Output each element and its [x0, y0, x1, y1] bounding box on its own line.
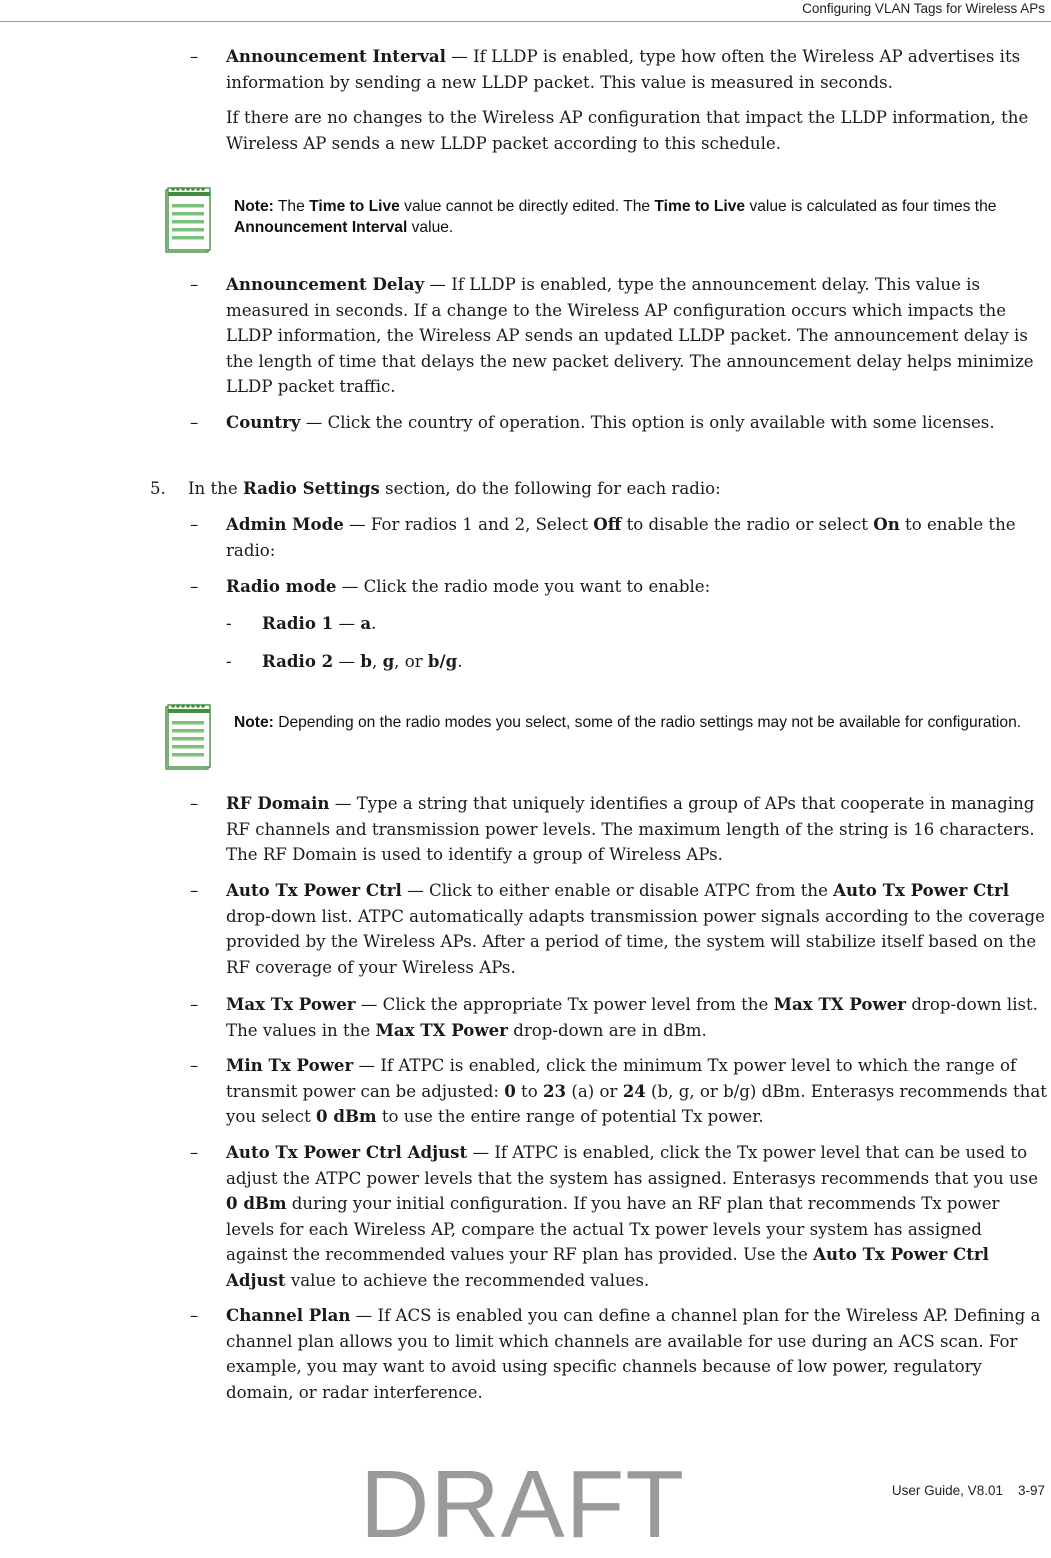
bold-run: a [360, 613, 372, 633]
description: — If LLDP is enabled, type the announcement delay. This value is measured in seconds. If a change to the Wireless AP configuration occurs which impacts the LLDP information, the Wireless AP sends an updated LLDP packet. The announcement delay is the length of time that delays the new packet delivery. The announcement delay helps minimize LLDP packet traffic. [226, 275, 1034, 396]
sub-marker: - [226, 614, 232, 633]
header-title: Configuring VLAN Tags for Wireless APs [802, 1, 1045, 16]
dash-marker: – [190, 794, 199, 813]
text-run: Depending on the radio modes you select, some of the radio settings may not be available for configuration. [273, 714, 1022, 731]
dash-marker: – [190, 1056, 199, 1075]
dash-marker: – [190, 515, 199, 534]
text-run: , [372, 652, 383, 671]
dash-marker: – [190, 1306, 199, 1325]
term: RF Domain [226, 793, 330, 813]
text-run: — If ATPC is enabled, click the Tx power level that can be used to adjust the ATPC power levels that the system has assigned. Enterasys recommends that you use [226, 1143, 1039, 1188]
term: Country [226, 412, 301, 432]
text-run: value cannot be directly edited. The [399, 198, 655, 215]
bold-run: Time to Live [654, 198, 746, 215]
text-run: . [371, 614, 377, 633]
text-run: value to achieve the recommended values. [285, 1270, 650, 1290]
term: Admin Mode [226, 514, 344, 534]
bold-run: Auto Tx Power Ctrl Adjust [226, 1244, 989, 1290]
text-run: — Click to either enable or disable ATPC from the [401, 881, 834, 900]
text-run: The [273, 198, 310, 215]
bold-run: 0 [504, 1080, 516, 1101]
text-run: — [333, 614, 361, 633]
term: Auto Tx Power Ctrl Adjust [226, 1142, 468, 1162]
text-run: to [515, 1081, 543, 1101]
note-icon [164, 186, 212, 254]
sub-marker: - [226, 652, 232, 671]
text-run: during your initial configuration. If you have an RF plan that recommends Tx power levels for each Wireless AP, compare the actual Tx power levels your system has assigned against the recommended values your RF plan has provided. Use the [226, 1194, 1000, 1264]
bold-run: 0 dBm [316, 1106, 377, 1126]
text-run: value is calculated as four times the [745, 198, 997, 215]
term: Auto Tx Power Ctrl [226, 880, 402, 900]
text-run: , or [394, 652, 428, 671]
text-run: value. [407, 219, 454, 236]
term: Channel Plan [226, 1305, 351, 1325]
bold-run: 23 [543, 1080, 567, 1101]
note-icon [164, 703, 212, 771]
text-run: section, do the following for each radio: [379, 479, 721, 498]
description: — If LLDP is enabled, type how often the Wireless AP advertises its information by sending a new LLDP packet. This value is measured in seconds. [226, 47, 1021, 92]
page-footer: User Guide, V8.01 3-97 [891, 1483, 1045, 1498]
dash-marker: – [190, 577, 199, 596]
bold-run: Max TX Power [375, 1019, 508, 1040]
dash-marker: – [190, 995, 199, 1014]
term: Radio 1 [262, 613, 334, 633]
dash-marker: – [190, 413, 199, 432]
term: Announcement Delay [226, 274, 425, 294]
dash-marker: – [190, 881, 199, 900]
text-run: — For radios 1 and 2, Select [343, 515, 594, 534]
bold-run: Max TX Power [773, 994, 907, 1014]
bold-run: 24 [622, 1080, 646, 1101]
text-run: . [457, 652, 463, 671]
text-run: (a) or [566, 1081, 623, 1101]
note-label: Note: [234, 198, 274, 215]
dash-marker: – [190, 47, 199, 66]
bold-run: Auto Tx Power Ctrl [833, 880, 1010, 900]
bold-run: g [382, 651, 395, 671]
text-run: to disable the radio or select [621, 515, 874, 534]
text-run: drop-down are in dBm. [507, 1020, 707, 1040]
note-text [234, 712, 1050, 733]
description: — Type a string that uniquely identifies a group of APs that cooperate in managing RF channels and transmission power levels. The maximum length of the string is 16 characters. The RF Domain is used to identify a group of Wireless APs. [226, 794, 1035, 864]
term: Min Tx Power [226, 1055, 354, 1075]
text-run: — [333, 652, 361, 671]
bold-run: b [360, 651, 372, 671]
text-run: — If ATPC is enabled, click the minimum Tx power level to which the range of transmit power can be adjusted: [226, 1056, 1017, 1101]
text-run: to enable the radio: [226, 515, 1016, 560]
text-run: In the [188, 479, 243, 498]
note-label: Note: [234, 714, 274, 731]
text-run: to use the entire range of potential Tx power. [376, 1107, 764, 1126]
text-run: drop-down list. ATPC automatically adapts transmission power signals according to the coverage provided by the Wireless APs. After a period of time, the system will stabilize itself based on the RF coverage of your Wireless APs. [226, 906, 1046, 977]
text-run: (b, g, or b/g) dBm. Enterasys recommends that you select [226, 1081, 1047, 1126]
description: — Click the country of operation. This option is only available with some licenses. [300, 413, 995, 432]
dash-marker: – [190, 1143, 199, 1162]
step-number: 5. [150, 479, 166, 498]
bold-run: Radio Settings [242, 478, 380, 498]
bold-run: Off [593, 514, 622, 534]
term: Radio 2 [262, 651, 334, 671]
note-text [234, 196, 1050, 238]
page-header [0, 0, 1051, 22]
bold-run: b/g [427, 651, 458, 671]
paragraph-interval-schedule: If there are no changes to the Wireless AP configuration that impact the LLDP information, the Wireless AP sends a new LLDP packet according to this schedule. [226, 108, 1029, 153]
draft-watermark: DRAFT [360, 1451, 685, 1558]
bold-run: On [873, 514, 900, 534]
bold-run: Time to Live [309, 198, 400, 215]
bold-run: 0 dBm [226, 1193, 287, 1213]
description: — Click the radio mode you want to enable: [336, 577, 711, 596]
term: Max Tx Power [226, 994, 356, 1014]
text-run: — Click the appropriate Tx power level from the [355, 995, 774, 1014]
term: Radio mode [226, 576, 337, 596]
bold-run: Announcement Interval [234, 219, 408, 236]
dash-marker: – [190, 275, 199, 294]
text-run: drop-down list. The values in the [226, 995, 1038, 1040]
term: Announcement Interval [226, 46, 446, 66]
description: — If ACS is enabled you can define a channel plan for the Wireless AP. Defining a channel plan allows you to limit which channels are available for use during an ACS scan. For example, you may want to avoid using specific channels because of low power, regulatory domain, or radar interference. [226, 1306, 1041, 1402]
